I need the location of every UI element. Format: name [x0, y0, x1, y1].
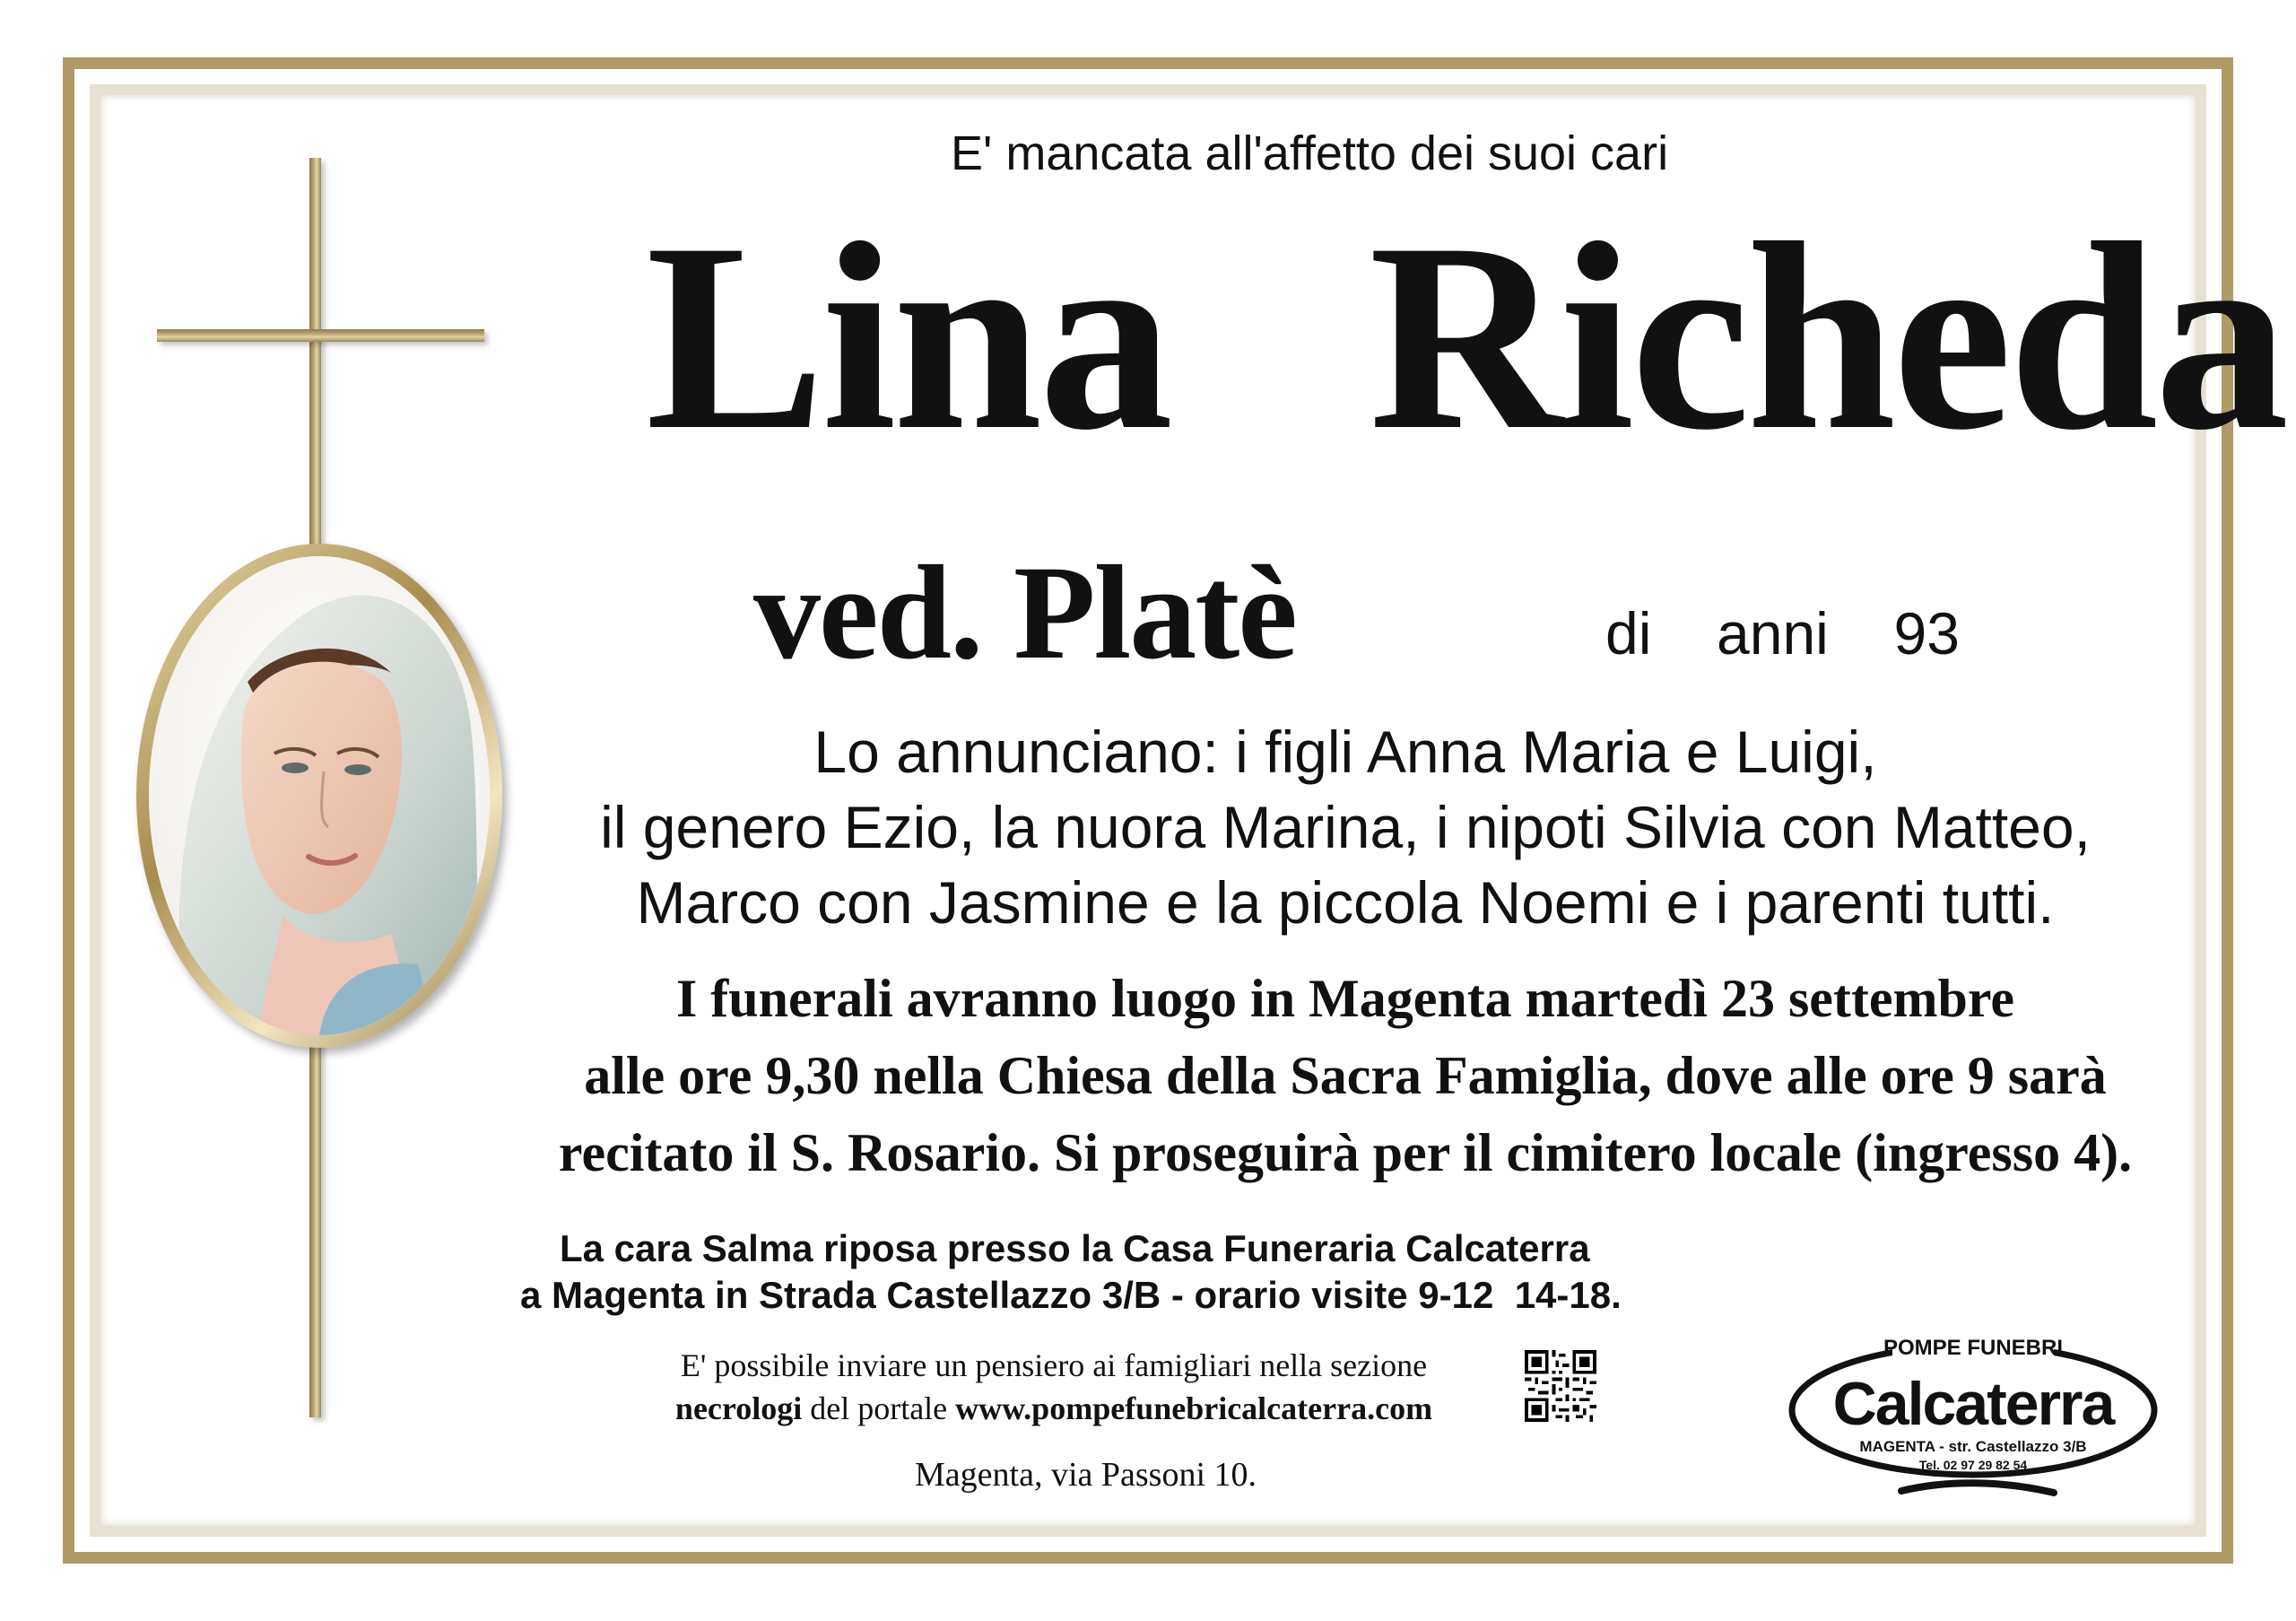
madonna-portrait-drawing	[149, 556, 490, 1035]
funeral-line: alle ore 9,30 nella Chiesa della Sacra Famiglia, dove alle ore 9 sarà	[584, 1046, 2107, 1105]
logo-address-text: MAGENTA - str. Castellazzo 3/B	[1859, 1438, 2087, 1455]
madonna-medallion	[136, 544, 502, 1048]
address-line: Magenta, via Passoni 10.	[915, 1456, 1257, 1494]
logo-swoosh	[1901, 1483, 2054, 1493]
funeral-line: I funerali avranno luogo in Magenta martedì 23 settembre	[675, 969, 2015, 1028]
necrologi-label: necrologi	[674, 1390, 803, 1426]
announcement-line: il genero Ezio, la nuora Marina, i nipoti Silvia con Matteo,	[600, 794, 2091, 860]
calcaterra-logo	[1785, 1310, 2161, 1507]
madonna-portrait-image	[149, 556, 490, 1035]
logo-phone-text: Tel. 02 97 29 82 54	[1918, 1458, 2028, 1472]
web-message-line: E' possibile inviare un pensiero ai famigliari nella sezione	[680, 1347, 1428, 1383]
salma-line: La cara Salma riposa presso la Casa Funeraria Calcaterra	[560, 1227, 1590, 1269]
logo-brand-text: Calcaterra	[1832, 1370, 2114, 1438]
website-link[interactable]: www.pompefunebricalcaterra.com	[955, 1390, 1433, 1426]
announcement-line: Lo annunciano: i figli Anna Maria e Luigi,	[813, 719, 1877, 785]
funeral-line: recitato il S. Rosario. Si proseguirà per il cimitero locale (ingresso 4).	[558, 1123, 2133, 1182]
deceased-name: Lina Richeda	[646, 187, 2286, 485]
salma-line: a Magenta in Strada Castellazzo 3/B - orario visite 9-12 14-18.	[520, 1274, 1622, 1316]
qr-code-icon[interactable]	[1525, 1349, 1596, 1423]
web-message-line-2	[619, 1387, 1489, 1430]
age-line: di anni 93	[1605, 600, 1960, 667]
web-connector-text: del portale	[802, 1390, 956, 1426]
announcement-line: Marco con Jasmine e la piccola Noemi e i parenti tutti.	[636, 869, 2055, 936]
logo-top-text: POMPE FUNEBRI	[1883, 1336, 2064, 1360]
intro-line: E' mancata all'affetto dei suoi cari	[951, 126, 1669, 180]
widow-of: ved. Platè	[753, 538, 1296, 687]
cross-horizontal-bar	[157, 329, 484, 342]
